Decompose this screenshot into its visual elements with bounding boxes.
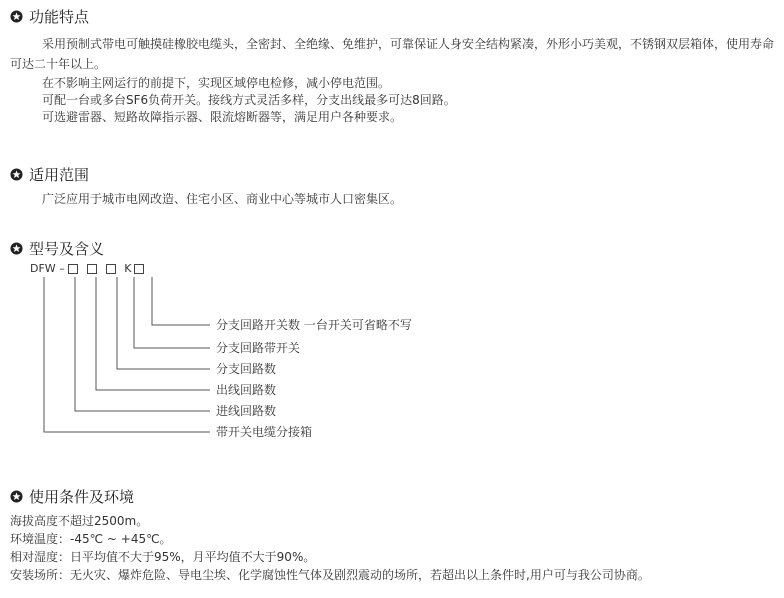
diagram-label: 分支回路开关数 一台开关可省略不写 (216, 318, 412, 332)
section-title: 适用范围 (29, 166, 90, 184)
paragraph-line: 安装场所：无火灾、爆炸危险、导电尘埃、化学腐蚀性气体及剧烈震动的场所，若超出以上条件时,用户可与我公司协商。 (10, 568, 650, 582)
paragraph-line: 在不影响主网运行的前提下，实现区域停电检修，减小停电范围。 (42, 76, 391, 90)
paragraph-line: 环境温度：-45℃ ~ +45℃。 (10, 532, 172, 546)
model-dash: – (59, 262, 65, 275)
section-heading-conditions (10, 486, 134, 507)
diagram-label: 分支回路带开关 (216, 341, 301, 355)
diagram-label: 分支回路数 (216, 362, 277, 376)
paragraph-line: 可配一台或多台SF6负荷开关。接线方式灵活多样，分支出线最多可达8回路。 (42, 93, 456, 107)
diagram-label: 出线回路数 (216, 383, 277, 397)
star-badge-icon (10, 490, 23, 503)
paragraph-line: 海拔高度不超过2500m。 (10, 514, 149, 528)
paragraph-line: 可选避雷器、短路故障指示器、限流熔断器等，满足用户各种要求。 (42, 110, 403, 124)
diagram-label: 带开关电缆分接箱 (216, 425, 313, 439)
paragraph-line: 广泛应用于城市电网改造、住宅小区、商业中心等城市人口密集区。 (42, 192, 403, 206)
model-prefix: DFW (30, 262, 56, 275)
diagram-label: 进线回路数 (216, 404, 277, 418)
section-title: 型号及含义 (29, 240, 105, 258)
model-k: K (124, 262, 132, 275)
paragraph-line: 相对湿度：日平均值不大于95%，月平均值不大于90%。 (10, 550, 316, 564)
section-title: 使用条件及环境 (29, 488, 135, 506)
paragraph: 采用预制式带电可触摸硅橡胶电缆头，全密封、全绝缘、免维护，可靠保证人身安全结构紧凑，外形小巧美观，不锈钢双层箱体，使用寿命可达二十年以上。 (10, 37, 775, 71)
section-title: 功能特点 (29, 8, 90, 26)
